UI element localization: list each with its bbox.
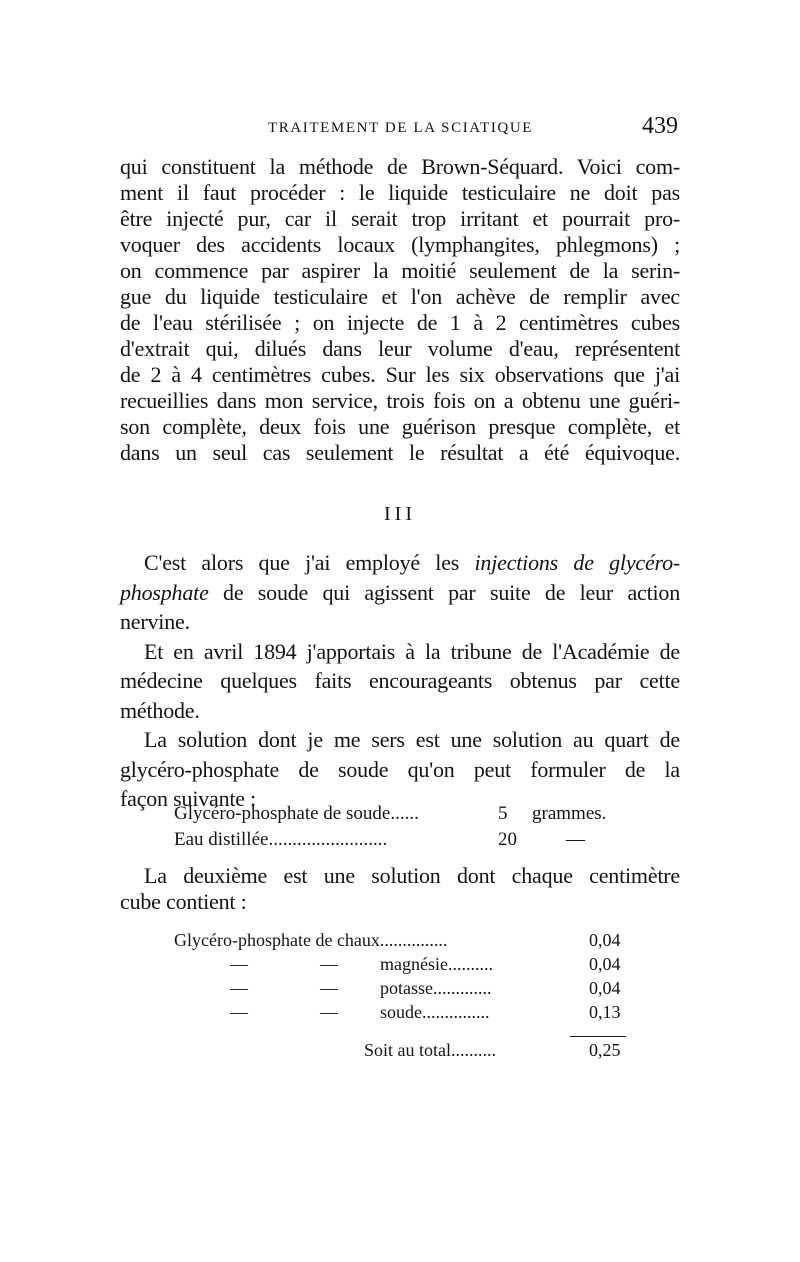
- total-value: 0,25: [589, 1040, 621, 1060]
- formula-table-1: [174, 801, 634, 853]
- text-line: d'extrait qui, dilués dans leur volume d'eau, représentent: [120, 336, 680, 361]
- text-line: façon suivante :: [120, 786, 257, 811]
- text-line: être injecté pur, car il serait trop irritant et pourrait pro-: [120, 206, 680, 231]
- sum-rule: [570, 1036, 626, 1037]
- text-line: médecine quelques faits encourageants obtenus par cette: [120, 668, 680, 693]
- ingredient-quantity: 5: [498, 803, 508, 824]
- total-label: Soit au total..........: [364, 1040, 496, 1060]
- text-line: cube contient :: [120, 889, 247, 914]
- ingredient-label: Eau distillée.........................: [174, 829, 388, 850]
- formula-row: [174, 976, 634, 1000]
- ingredient-label: Glycéro-phosphate de soude......: [174, 803, 419, 824]
- text-line: glycéro-phosphate de soude qu'on peut formuler de la: [120, 756, 680, 782]
- italic-text: phosphate: [120, 579, 209, 605]
- italic-text: injections de glycéro-: [474, 550, 680, 575]
- text-line: qui constituent la méthode de Brown-Séquard. Voici com-: [120, 154, 680, 179]
- formula-row: [174, 827, 634, 853]
- formula-row: [174, 928, 634, 952]
- text-span: de soude qui agissent par suite de leur action: [208, 579, 680, 605]
- text-line: ment il faut procéder : le liquide testiculaire ne doit pas: [120, 180, 680, 205]
- paragraphs-2-4: [120, 548, 680, 814]
- running-title: TRAITEMENT DE LA SCIATIQUE: [268, 120, 534, 136]
- text-line: voquer des accidents locaux (lymphangites, phlegmons) ;: [120, 232, 680, 257]
- ditto-dash: —: [320, 1002, 338, 1022]
- text-line: nervine.: [120, 609, 190, 634]
- text-line: Et en avril 1894 j'apportais à la tribune de l'Académie de: [144, 638, 680, 664]
- text-line: de 2 à 4 centimètres cubes. Sur les six observations que j'ai: [120, 362, 680, 387]
- text-span: C'est alors que j'ai employé les: [144, 550, 475, 575]
- ingredient-value: 0,13: [589, 1002, 621, 1022]
- ditto-dash: —: [230, 978, 248, 998]
- ditto-dash: —: [230, 954, 248, 974]
- text-line: La solution dont je me sers est une solution au quart de: [144, 727, 680, 752]
- text-line: on commence par aspirer la moitié seulement de la serin-: [120, 258, 680, 283]
- paragraph-5: [120, 863, 680, 915]
- ditto-dash: —: [320, 954, 338, 974]
- text-line: de l'eau stérilisée ; on injecte de 1 à 2 centimètres cubes: [120, 310, 680, 335]
- ingredient-value: 0,04: [589, 978, 621, 998]
- text-line: dans un seul cas seulement le résultat a été équivoque.: [120, 440, 680, 465]
- ingredient-sub-label: potasse.............: [380, 978, 492, 998]
- ingredient-unit: grammes.: [532, 803, 607, 824]
- ditto-dash: —: [566, 829, 585, 850]
- ditto-dash: —: [230, 1002, 248, 1022]
- running-head: [0, 112, 800, 142]
- text-line: méthode.: [120, 697, 200, 723]
- ditto-dash: —: [320, 978, 338, 998]
- ingredient-label: Glycéro-phosphate de chaux...............: [174, 930, 448, 950]
- formula-row: [174, 801, 634, 827]
- text-line: gue du liquide testiculaire et l'on achève de remplir avec: [120, 284, 680, 309]
- ingredient-value: 0,04: [589, 930, 621, 950]
- ingredient-quantity: 20: [498, 829, 517, 850]
- text-line: son complète, deux fois une guérison presque complète, et: [120, 414, 680, 439]
- formula-row: [174, 1000, 634, 1024]
- text-line: La deuxième est une solution dont chaque centimètre: [144, 863, 680, 888]
- text-line: [120, 578, 680, 608]
- formula-table-2: [174, 928, 634, 1024]
- paragraph-1: [120, 154, 680, 466]
- section-heading: III: [384, 503, 416, 525]
- formula-row: [174, 952, 634, 976]
- text-line: [120, 548, 680, 578]
- ingredient-sub-label: soude...............: [380, 1002, 490, 1022]
- text-line: recueillies dans mon service, trois fois on a obtenu une guéri-: [120, 388, 680, 413]
- page-number: 439: [642, 113, 678, 139]
- ingredient-value: 0,04: [589, 954, 621, 974]
- ingredient-sub-label: magnésie..........: [380, 954, 493, 974]
